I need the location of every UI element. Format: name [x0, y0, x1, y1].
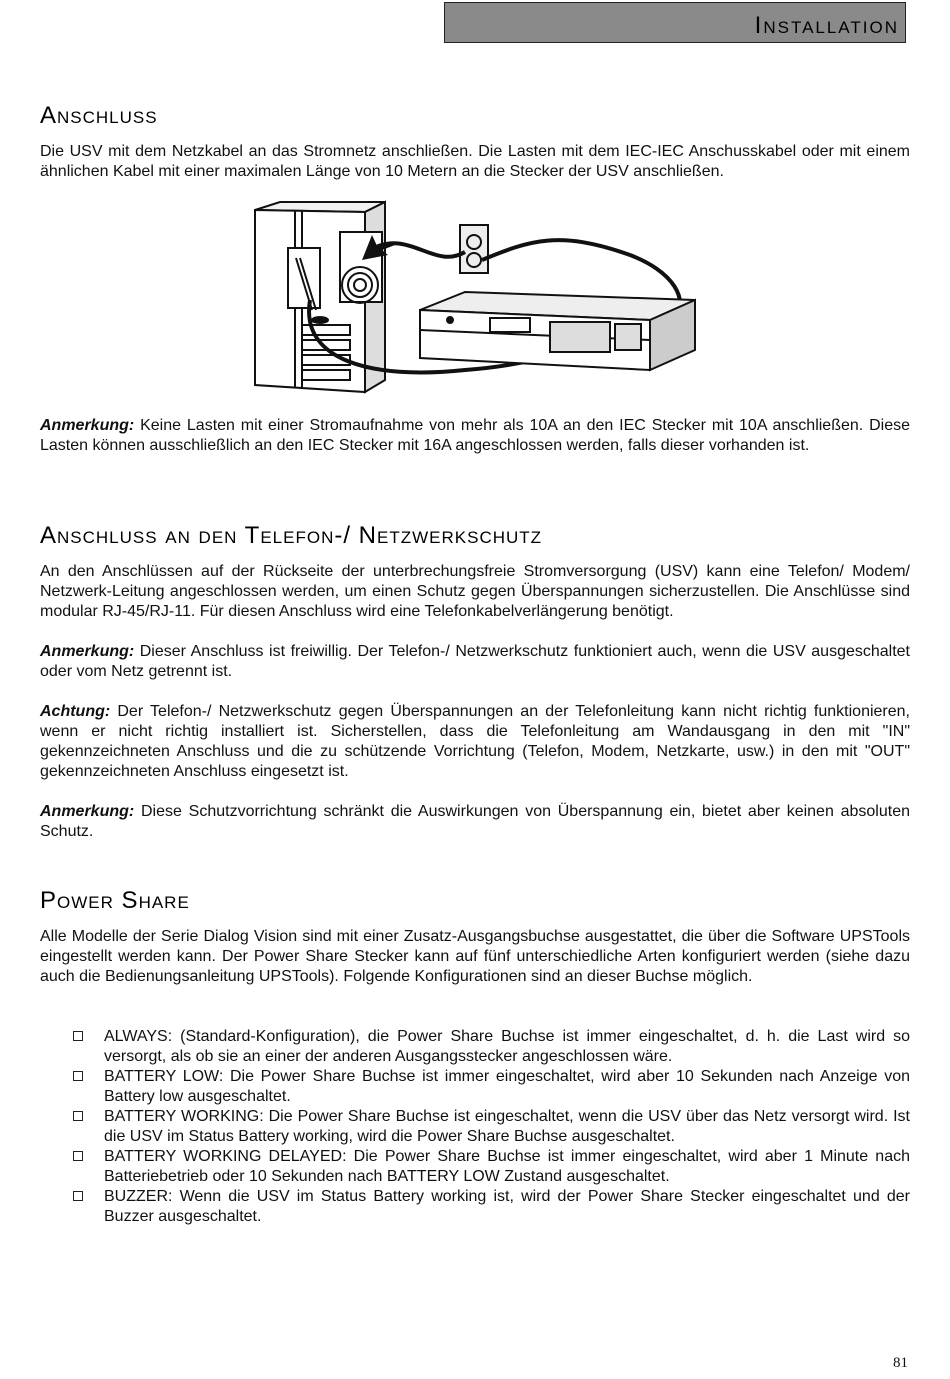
telefon-intro: An den Anschlüssen auf der Rückseite der unterbrechungsfreie Stromversorgung (USV) kann eine Telefon/ Modem/ Netzwerk-Leitung angeschlossen werden, um einen Schutz gegen Überspannungen sicherzustellen. Die Anschlüsse sind modular RJ-45/RJ-11. Für diesen Anschluss wird eine Telefonkabelverlängerung benötigt.	[40, 563, 910, 620]
anschluss-note	[40, 416, 910, 456]
note-label: Anmerkung:	[40, 643, 135, 660]
note-text: Keine Lasten mit einer Stromaufnahme von mehr als 10A an den IEC Stecker mit 10A anschließen. Diese Lasten können ausschließlich an den IEC Stecker mit 16A angeschlossen werden, falls dieser vorhanden ist.	[40, 417, 910, 454]
powershare-config-list	[70, 1027, 910, 1227]
chapter-header	[444, 2, 906, 43]
telefon-note-2	[40, 802, 910, 842]
section-title-powershare: Power Share	[40, 887, 190, 914]
checkbox-bullet-icon	[73, 1191, 83, 1201]
note-text: Diese Schutzvorrichtung schränkt die Auswirkungen von Überspannung ein, bietet aber keinen absoluten Schutz.	[40, 803, 910, 840]
checkbox-bullet-icon	[73, 1151, 83, 1161]
checkbox-bullet-icon	[73, 1071, 83, 1081]
list-item: BATTERY WORKING: Die Power Share Buchse ist eingeschaltet, wenn die USV über das Netz versorgt wird. Ist die USV im Status Battery working, wird die Power Share Buchse ausgeschaltet.	[70, 1107, 910, 1147]
note-label: Anmerkung:	[40, 417, 135, 434]
note-text: Dieser Anschluss ist freiwillig. Der Telefon-/ Netzwerkschutz funktioniert auch, wenn die USV ausgeschaltet oder vom Netz getrennt ist.	[40, 643, 910, 680]
warning-label: Achtung:	[40, 703, 111, 720]
ups-connection-illustration	[250, 200, 700, 395]
section-title-telefon: Anschluss an den Telefon-/ Netzwerkschutz	[40, 522, 543, 549]
telefon-note-1	[40, 642, 910, 682]
anschluss-intro: Die USV mit dem Netzkabel an das Stromnetz anschließen. Die Lasten mit dem IEC-IEC Anschusskabel oder mit einem ähnlichen Kabel mit einer maximalen Länge von 10 Metern an die Stecker der USV anschließen.	[40, 143, 910, 180]
telefon-warning	[40, 702, 910, 782]
list-item: BATTERY WORKING DELAYED: Die Power Share Buchse ist immer eingeschaltet, wird aber 1 Minute nach Batteriebetrieb oder 10 Sekunden nach BATTERY LOW Zustand ausgeschaltet.	[70, 1147, 910, 1187]
list-item: BATTERY LOW: Die Power Share Buchse ist immer eingeschaltet, wird aber 10 Sekunden nach Anzeige von Battery low ausgeschaltet.	[70, 1067, 910, 1107]
list-item: BUZZER: Wenn die USV im Status Battery working ist, wird der Power Share Stecker eingeschaltet und der Buzzer ausgeschaltet.	[70, 1187, 910, 1227]
checkbox-bullet-icon	[73, 1031, 83, 1041]
checkbox-bullet-icon	[73, 1111, 83, 1121]
chapter-title: Installation	[754, 12, 899, 39]
section-title-anschluss: Anschluss	[40, 102, 158, 129]
note-label: Anmerkung:	[40, 803, 135, 820]
warning-text: Der Telefon-/ Netzwerkschutz gegen Überspannungen an der Telefonleitung kann nicht richtig funktionieren, wenn er nicht richtig installiert ist. Sicherstellen, dass die Telefonleitung am Wandausgang in den mit "IN" gekennzeichneten Anschluss und die zu schützende Vorrichtung (Telefon, Modem, Netzkarte, usw.) in den mit "OUT" gekennzeichneten Anschluss eingesetzt ist.	[40, 703, 910, 780]
powershare-intro: Alle Modelle der Serie Dialog Vision sind mit einer Zusatz-Ausgangsbuchse ausgestattet, die über die Software UPSTools eingestellt werden kann. Der Power Share Stecker kann auf fünf unterschiedliche Arten konfiguriert werden (siehe dazu auch die Bedienungsanleitung UPSTools). Folgende Konfigurationen sind an dieser Buchse möglich.	[40, 928, 910, 985]
page-number: 81	[893, 1355, 908, 1371]
list-item: ALWAYS: (Standard-Konfiguration), die Power Share Buchse ist immer eingeschaltet, d. h. die Last wird so versorgt, als ob sie an einer der anderen Ausgangsstecker angeschlossen wäre.	[70, 1027, 910, 1067]
